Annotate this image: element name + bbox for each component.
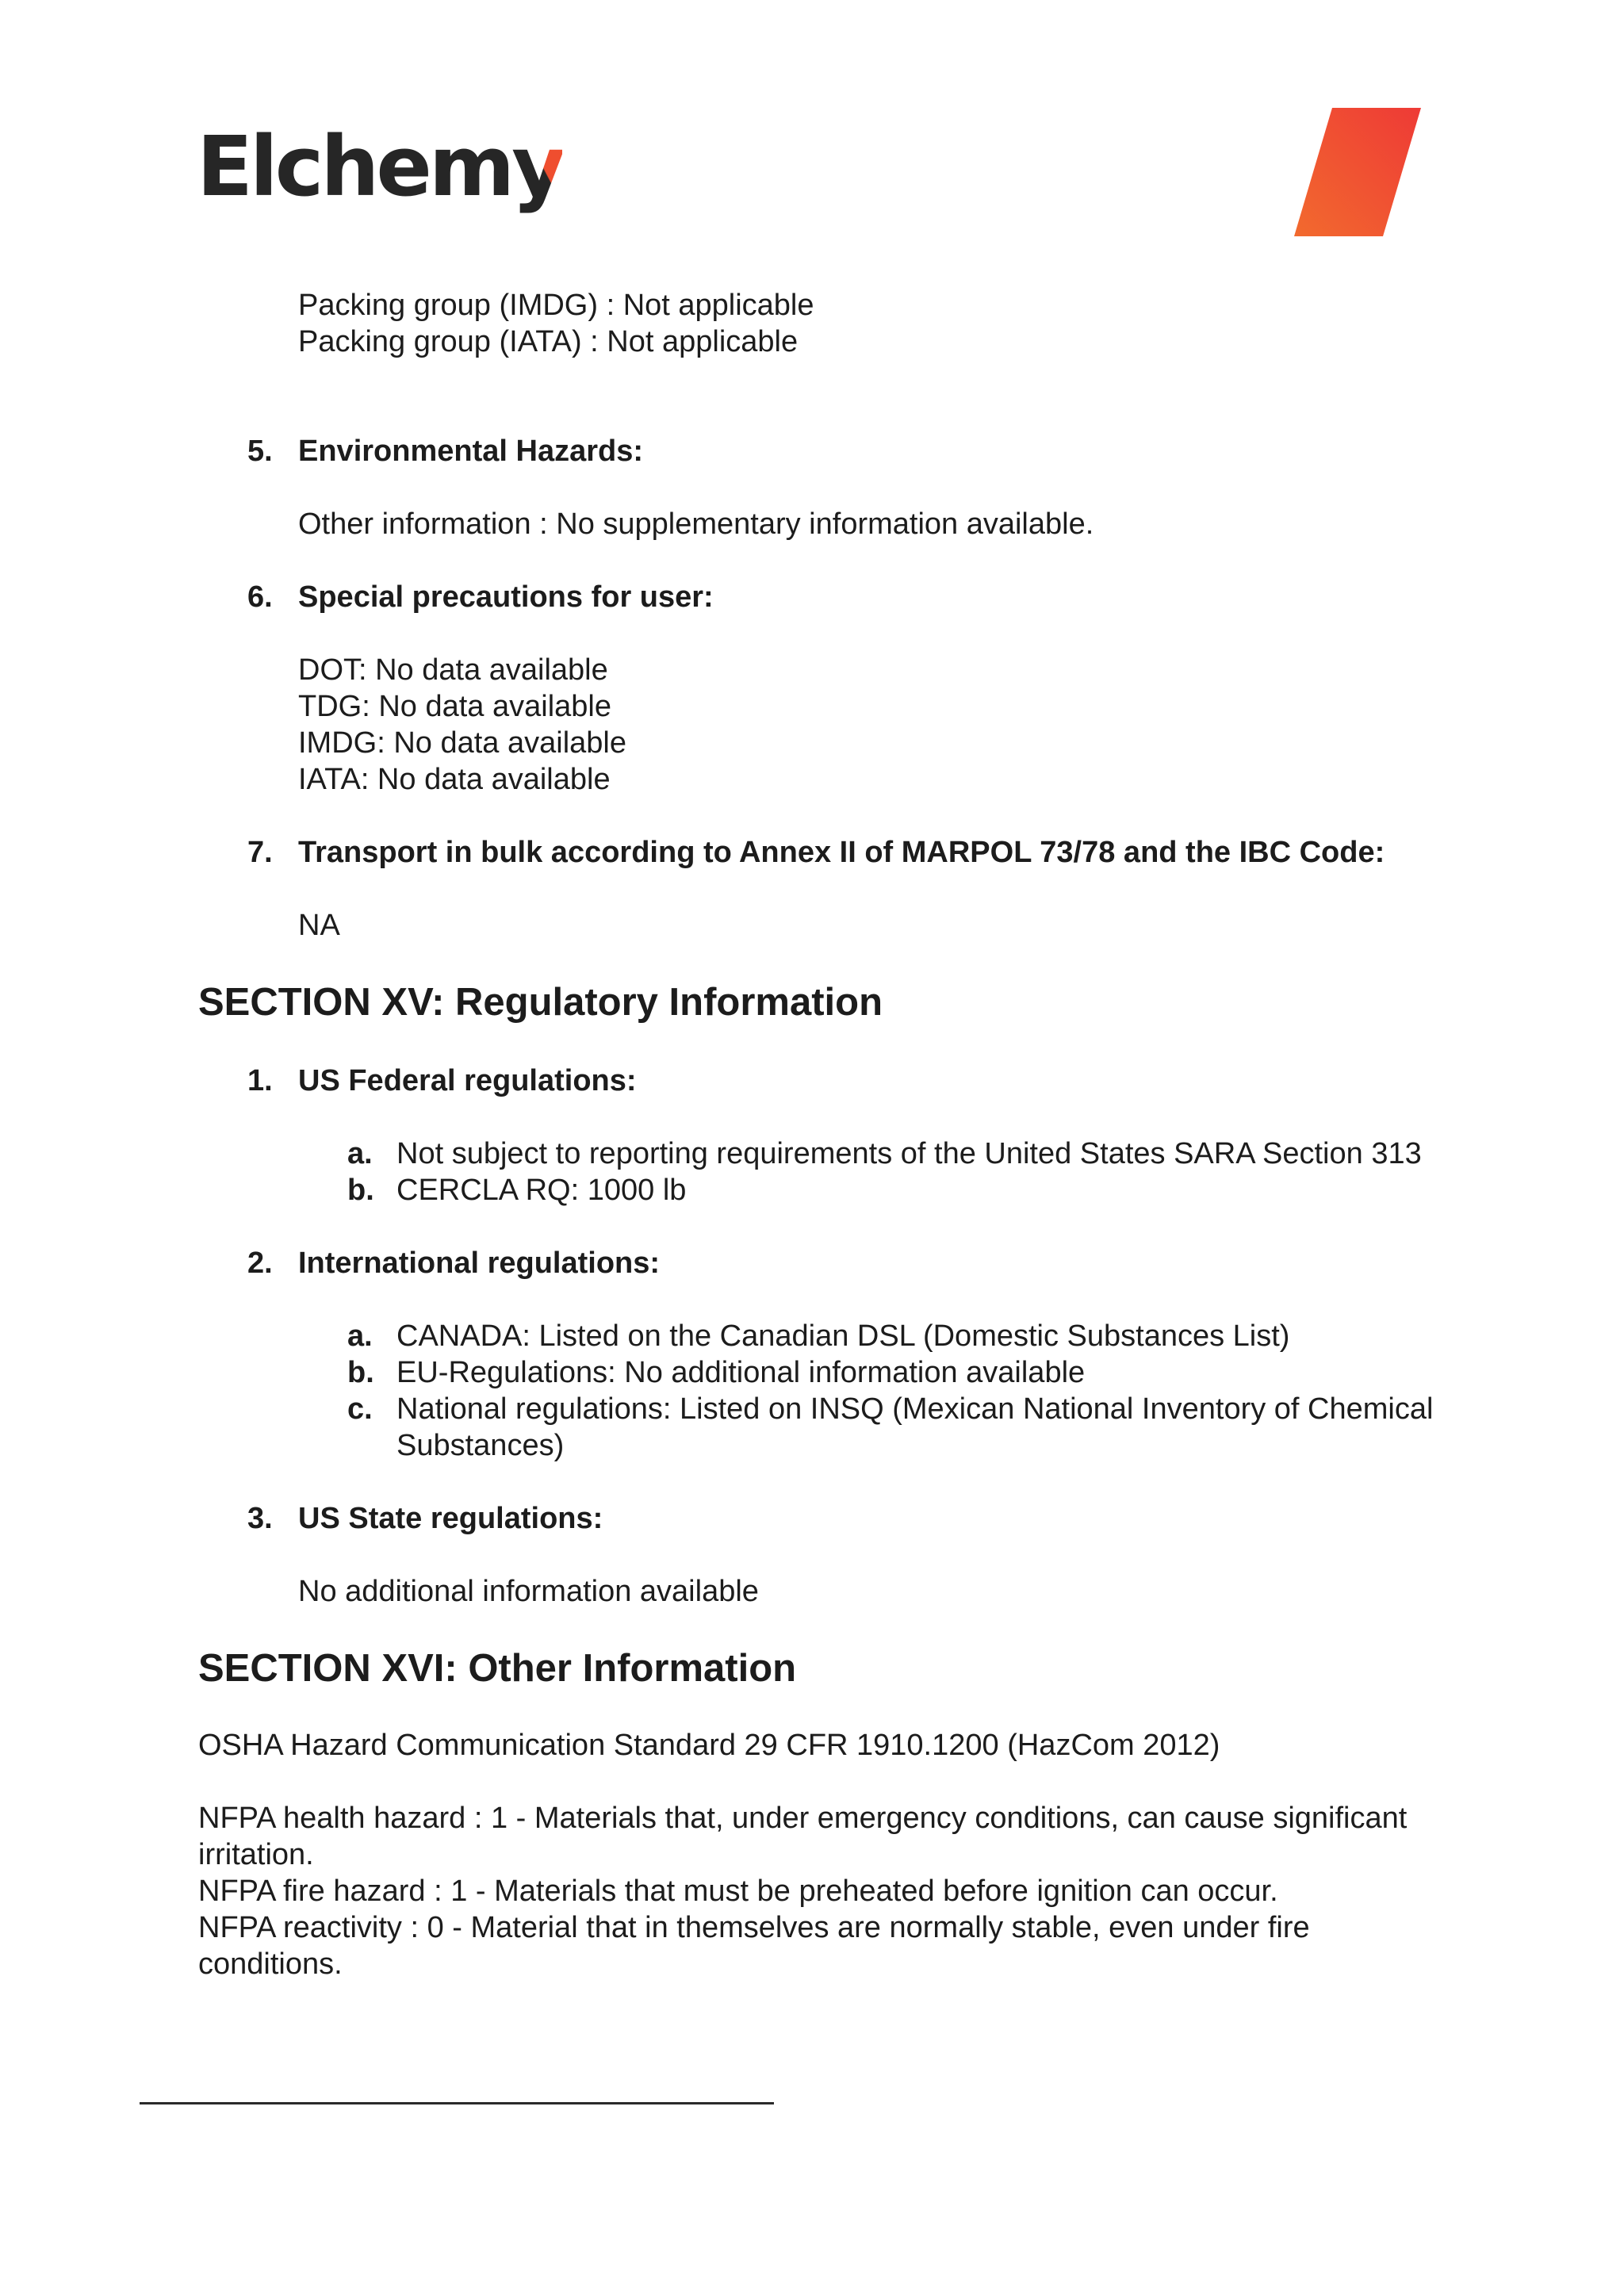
item-number: 6. (247, 580, 273, 614)
sub-letter: a. (347, 1137, 373, 1170)
packing-group-iata: Packing group (IATA) : Not applicable (298, 325, 799, 358)
sub-letter: a. (347, 1319, 373, 1353)
elchemy-logo (197, 118, 563, 215)
section-15-heading: SECTION XV: Regulatory Information (198, 981, 883, 1024)
item-title-special-precautions: Special precautions for user: (298, 580, 714, 614)
precaution-line: TDG: No data available (298, 690, 611, 723)
osha-standard-text: OSHA Hazard Communication Standard 29 CFR 1910.1200 (HazCom 2012) (198, 1729, 1220, 1762)
canada-dsl-text: CANADA: Listed on the Canadian DSL (Domestic Substances List) (396, 1319, 1290, 1353)
precaution-line: IMDG: No data available (298, 726, 626, 760)
national-regulations-text-cont: Substances) (396, 1429, 565, 1462)
nfpa-reactivity-text-cont: conditions. (198, 1947, 343, 1981)
item-title-international: International regulations: (298, 1247, 661, 1280)
sub-letter: b. (347, 1174, 374, 1207)
nfpa-reactivity-text: NFPA reactivity : 0 - Material that in themselves are normally stable, even under fire (198, 1911, 1310, 1944)
footer-divider (140, 2102, 774, 2104)
packing-group-imdg: Packing group (IMDG) : Not applicable (298, 289, 814, 322)
item-number: 5. (247, 435, 273, 468)
sub-letter: c. (347, 1392, 373, 1426)
precaution-line: IATA: No data available (298, 763, 611, 796)
item-number: 1. (247, 1064, 273, 1097)
item-number: 2. (247, 1247, 273, 1280)
national-regulations-text: National regulations: Listed on INSQ (Mexican National Inventory of Chemical (396, 1392, 1434, 1426)
section-16-heading: SECTION XVI: Other Information (198, 1647, 797, 1690)
transport-in-bulk-value: NA (298, 909, 340, 942)
item-title-environmental-hazards: Environmental Hazards: (298, 435, 643, 468)
item-title-transport-in-bulk: Transport in bulk according to Annex II of MARPOL 73/78 and the IBC Code: (298, 836, 1385, 869)
eu-regulations-text: EU-Regulations: No additional information available (396, 1356, 1086, 1389)
item-number: 7. (247, 836, 273, 869)
sara-313-text: Not subject to reporting requirements of the United States SARA Section 313 (396, 1137, 1422, 1170)
cercla-rq-text: CERCLA RQ: 1000 lb (396, 1174, 687, 1207)
item-title-us-state: US State regulations: (298, 1502, 603, 1535)
nfpa-health-text: NFPA health hazard : 1 - Materials that, under emergency conditions, can cause significant (198, 1802, 1408, 1835)
brand-accent-icon (1294, 108, 1421, 236)
item-number: 3. (247, 1502, 273, 1535)
item-title-us-federal: US Federal regulations: (298, 1064, 637, 1097)
precaution-line: DOT: No data available (298, 653, 608, 687)
environmental-other-info: Other information : No supplementary information available. (298, 507, 1094, 541)
sub-letter: b. (347, 1356, 374, 1389)
us-state-value: No additional information available (298, 1575, 759, 1608)
nfpa-fire-text: NFPA fire hazard : 1 - Materials that must be preheated before ignition can occur. (198, 1875, 1278, 1908)
nfpa-health-text-cont: irritation. (198, 1838, 314, 1871)
logo-text: Elchemy (197, 118, 563, 215)
